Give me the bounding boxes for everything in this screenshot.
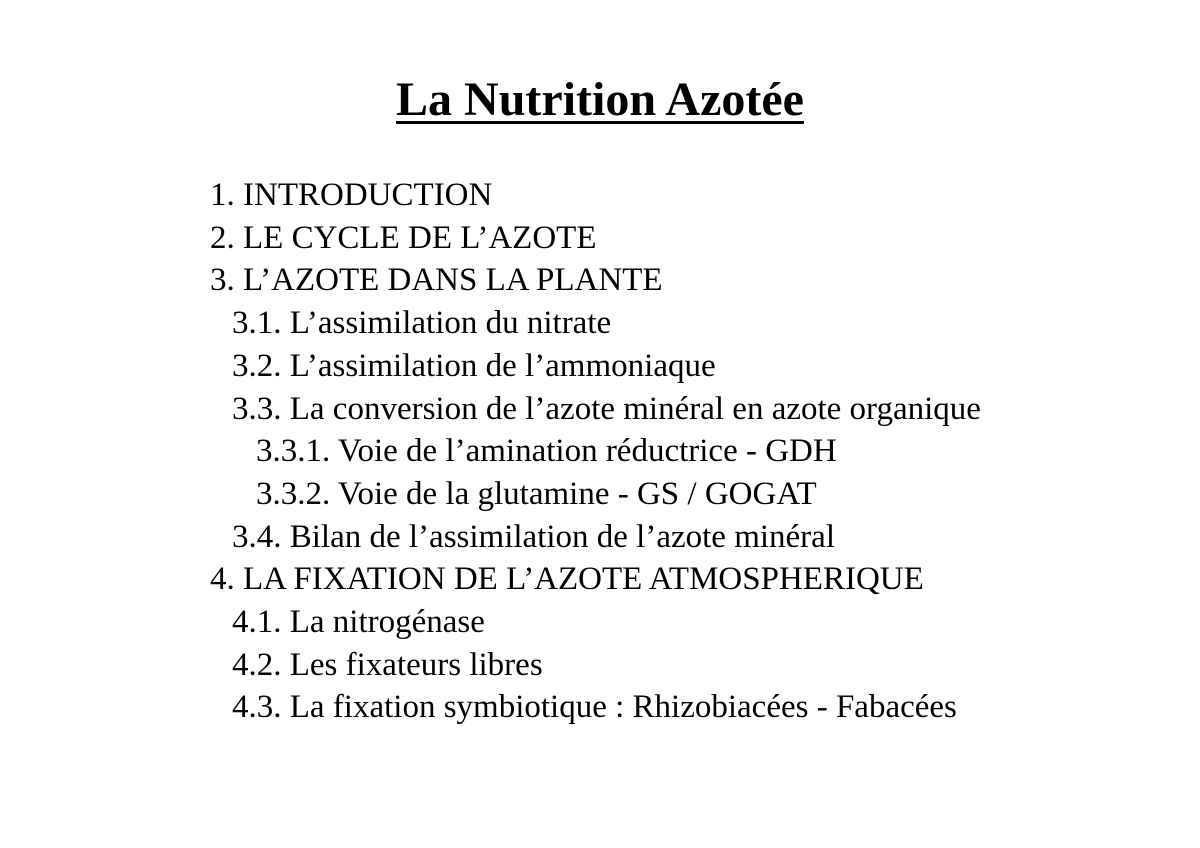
table-of-contents	[210, 174, 981, 729]
toc-item-3-2: 3.2. L’assimilation de l’ammoniaque	[232, 347, 716, 384]
toc-item-1: 1. INTRODUCTION	[210, 177, 493, 213]
toc-item-3-3-2: 3.3.2. Voie de la glutamine - GS / GOGAT	[256, 475, 817, 512]
page-title	[0, 70, 1200, 130]
toc-item-3: 3. L’AZOTE DANS LA PLANTE	[210, 262, 663, 299]
toc-item-3-3: 3.3. La conversion de l’azote minéral en azote organique	[232, 390, 981, 427]
toc-item-2: 2. LE CYCLE DE L’AZOTE	[210, 219, 597, 256]
toc-item-3-4: 3.4. Bilan de l’assimilation de l’azote minéral	[232, 518, 835, 555]
toc-item-4: 4. LA FIXATION DE L’AZOTE ATMOSPHERIQUE	[210, 561, 924, 598]
toc-item-4-1: 4.1. La nitrogénase	[232, 604, 485, 641]
page-title-text: La Nutrition Azotée	[396, 73, 804, 126]
toc-item-4-3: 4.3. La fixation symbiotique : Rhizobiacées - Fabacées	[232, 689, 957, 726]
toc-item-4-2: 4.2. Les fixateurs libres	[232, 646, 543, 683]
toc-item-3-1: 3.1. L’assimilation du nitrate	[232, 305, 612, 342]
toc-item-3-3-1: 3.3.1. Voie de l’amination réductrice - GDH	[256, 433, 837, 470]
